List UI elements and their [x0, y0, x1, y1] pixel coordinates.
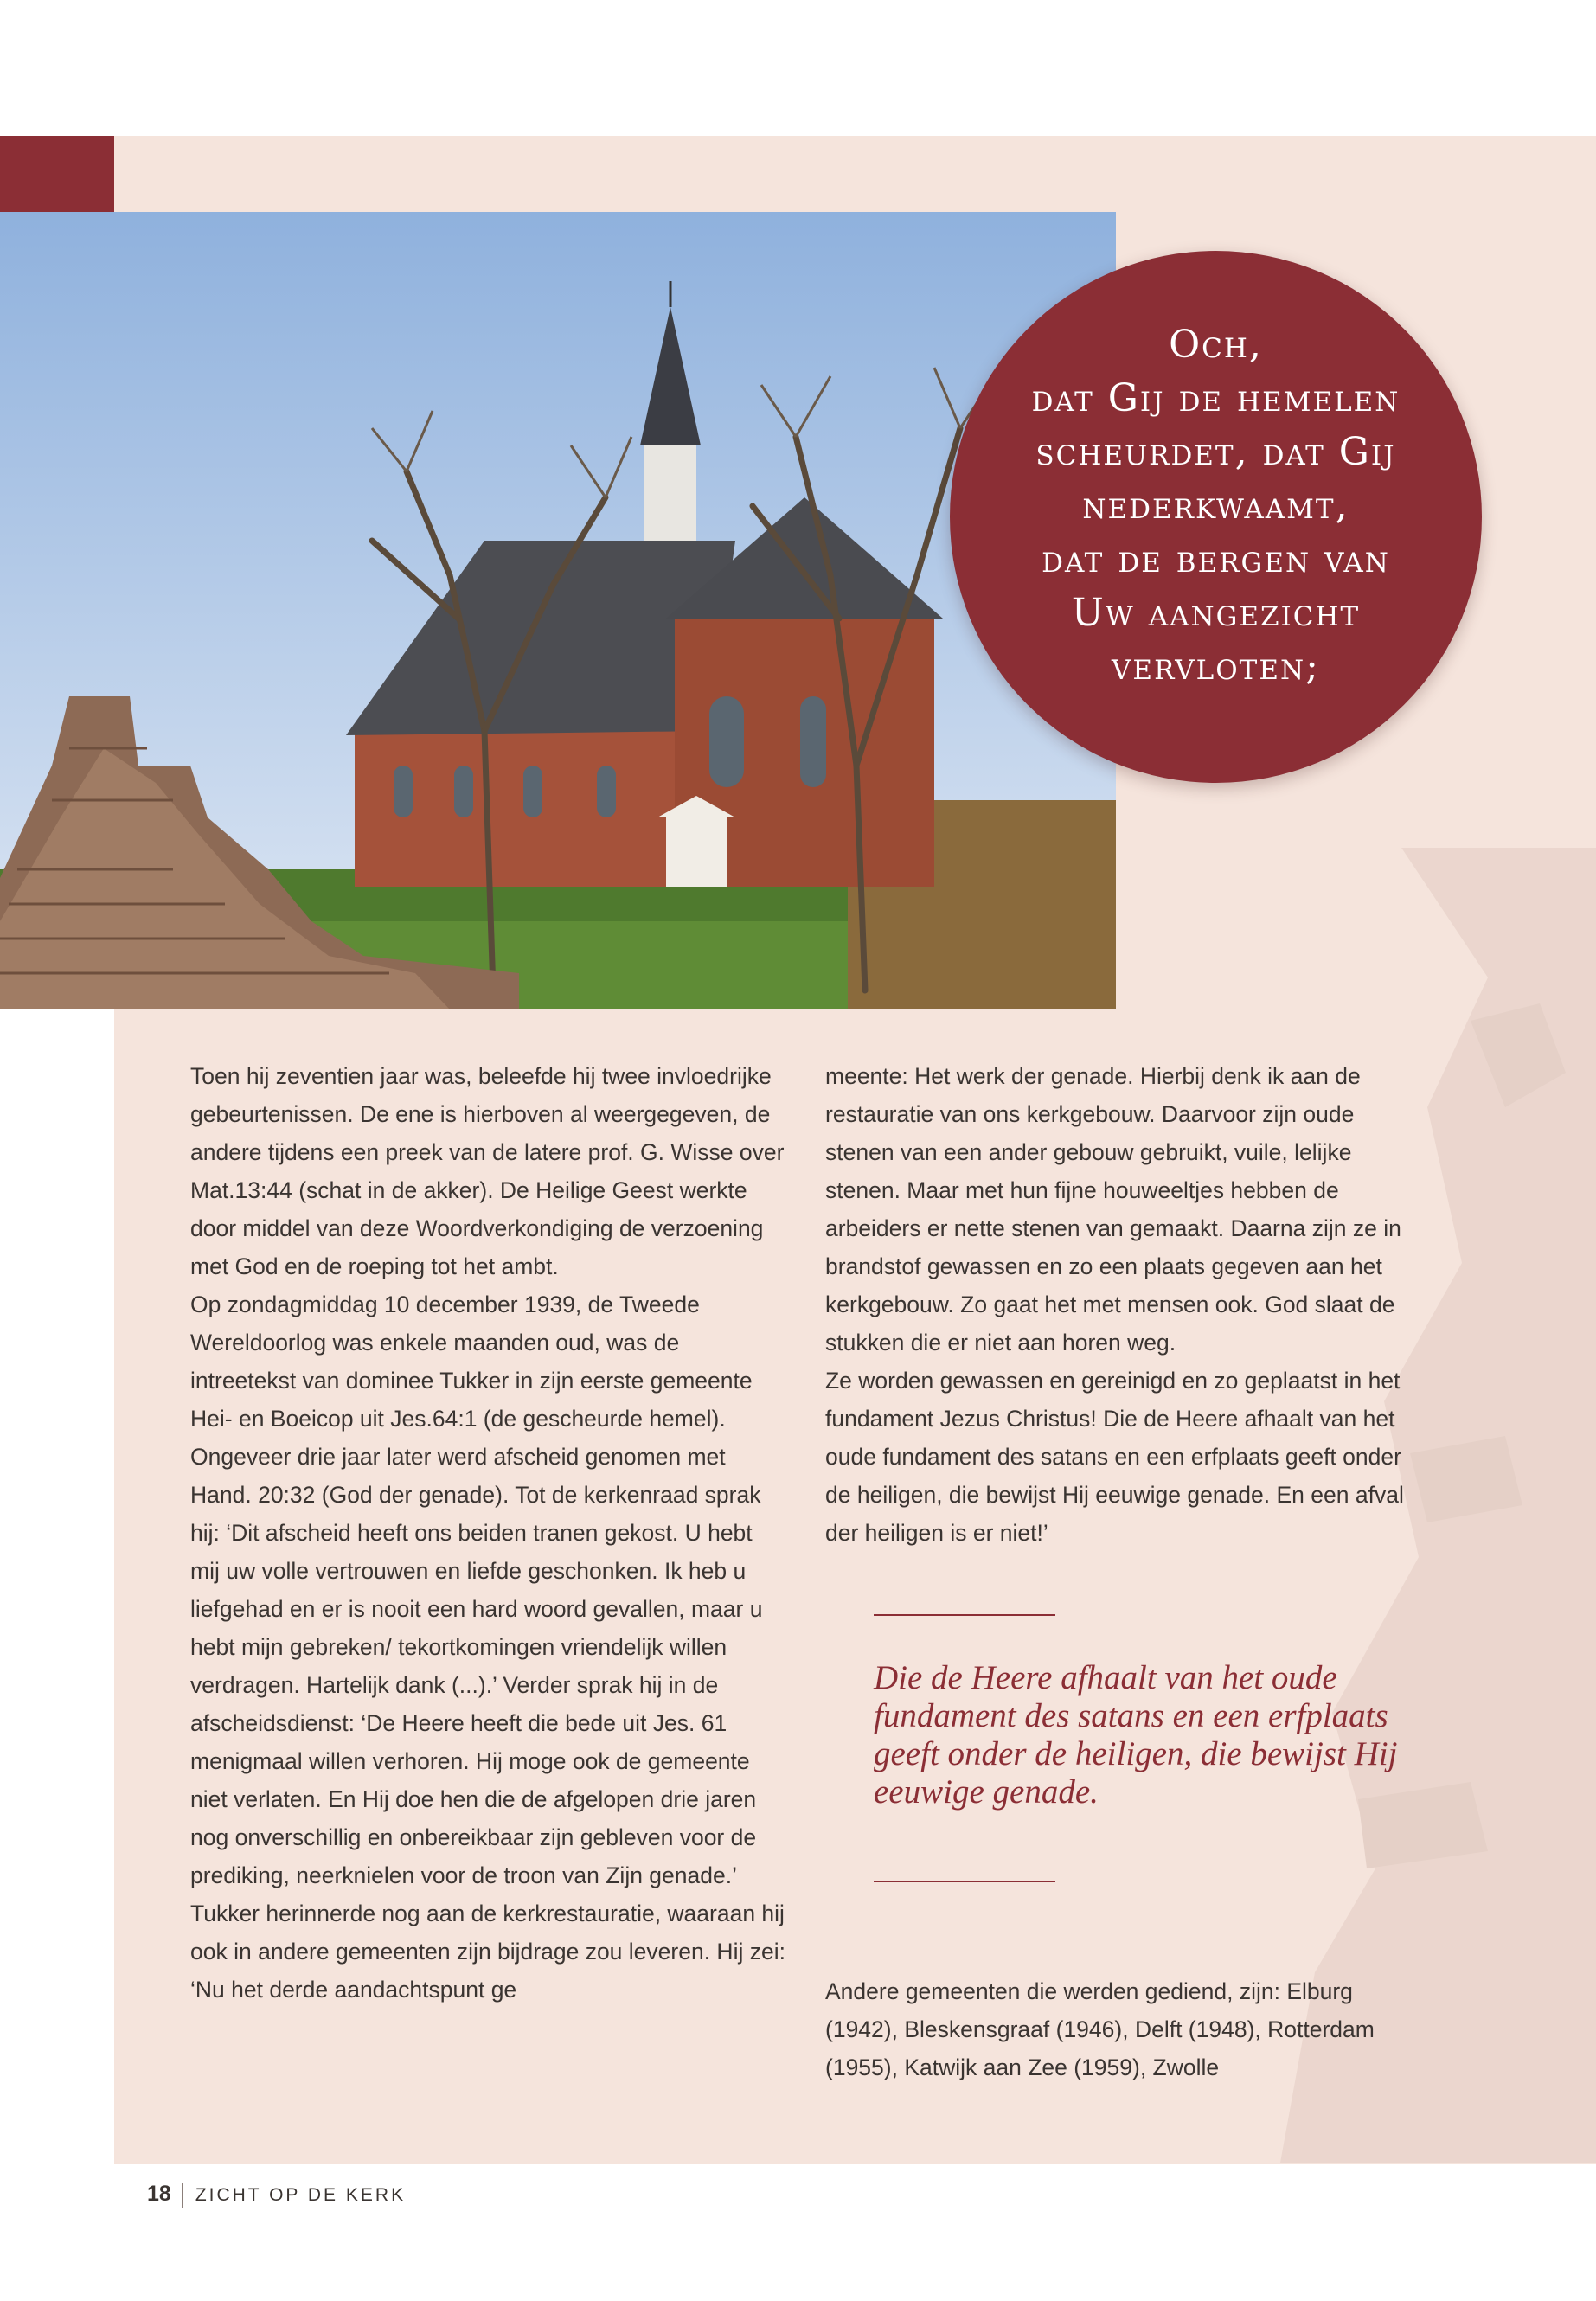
paragraph: meente: Het werk der genade. Hierbij denk ik aan de restauratie van ons kerkgebouw. Daarvoor zijn oude stenen van een ander gebouw gebruikt, vuile, lelijke stenen. Maar met hun fijne houweeltjes hebben de arbeiders er nette stenen van gemaakt. Daarna zijn ze in brandstof gewassen en zo een plaats gegeven aan het kerkgebouw. Zo gaat het met mensen ook. God slaat de stukken die er niet aan horen weg. [825, 1063, 1401, 1356]
badge-line: Uw aangezicht [1071, 591, 1361, 635]
badge-line: dat de bergen van [1042, 537, 1390, 581]
badge-line: Och, [1169, 323, 1263, 367]
article-continuation: Andere gemeenten die werden gediend, zijn: Elburg (1942), Bleskensgraaf (1946), Delft (1948), Rotterdam (1955), Katwijk aan Zee (1959), Zwolle [825, 1978, 1375, 2080]
badge-line: vervloten; [1112, 644, 1320, 689]
page-number: 18 [147, 2182, 171, 2206]
paragraph: Op zondagmiddag 10 december 1939, de Tweede Wereldoorlog was enkele maanden oud, was de intreetekst van dominee Tukker in zijn eerste gemeente Hei- en Boeicop uit Jes.64:1 (de gescheurde hemel). Ongeveer drie jaar later werd afscheid genomen met Hand. 20:32 (God der genade). Tot de kerkenraad sprak hij: ‘Dit afscheid heeft ons beiden tranen gekost. U hebt mij uw volle vertrouwen en liefde geschonken. Ik heb u liefgehad en er is nooit een hard woord gevallen, maar u hebt mijn gebreken/ tekortkomingen vriendelijk willen verdragen. Hartelijk dank (...).’ Verder sprak hij in de afscheidsdienst: ‘De Heere heeft die bede uit Jes. 61 menigmaal willen verhoren. Hij moge ook de gemeente niet verlaten. En Hij doe hen die de afgelopen drie jaren nog onverschillig en onbereikbaar zijn gebleven voor de prediking, neerknielen voor de troon van Zijn genade.’ Tukker herinnerde nog aan de kerkrestauratie, waaraan hij ook in andere gemeenten zijn bijdrage zou leveren. Hij zei: ‘Nu het derde aandachtspunt ge [190, 1292, 785, 2003]
paragraph: Toen hij zeventien jaar was, beleefde hij twee invloedrijke gebeurtenissen. De ene is hierboven al weergegeven, de andere tijdens een preek van de latere prof. G. Wisse over Mat.13:44 (schat in de akker). De Heilige Geest werkte door middel van deze Woordverkondiging de verzoening met God en de roeping tot het ambt. [190, 1063, 785, 1279]
badge-quote-text [950, 318, 1482, 694]
church-photo [0, 212, 1116, 1009]
magazine-title: ZICHT OP DE KERK [195, 2185, 407, 2205]
page-footer [147, 2182, 406, 2208]
pull-quote-top-rule [874, 1614, 1055, 1616]
paragraph: Ze worden gewassen en gereinigd en zo geplaatst in het fundament Jezus Christus! Die de Heere afhaalt van het oude fundament des satans en een erfplaats geeft onder de heiligen, die bewijst Hij eeuwige genade. En een afval der heiligen is er niet!’ [825, 1368, 1404, 1546]
pull-quote: Die de Heere afhaalt van het oude fundament des satans en een erfplaats geeft onder de heiligen, die bewijst Hij eeuwige genade. [874, 1659, 1398, 1811]
badge-line: scheurdet, dat Gij [1035, 430, 1396, 474]
badge-line: dat Gij de hemelen [1031, 376, 1401, 420]
pull-quote-bottom-rule [874, 1881, 1055, 1882]
article-left-column [190, 1057, 787, 2009]
footer-divider [182, 2183, 183, 2208]
article-right-column [825, 1057, 1422, 1552]
badge-line: nederkwaamt, [1082, 484, 1349, 528]
quote-badge [950, 251, 1482, 783]
